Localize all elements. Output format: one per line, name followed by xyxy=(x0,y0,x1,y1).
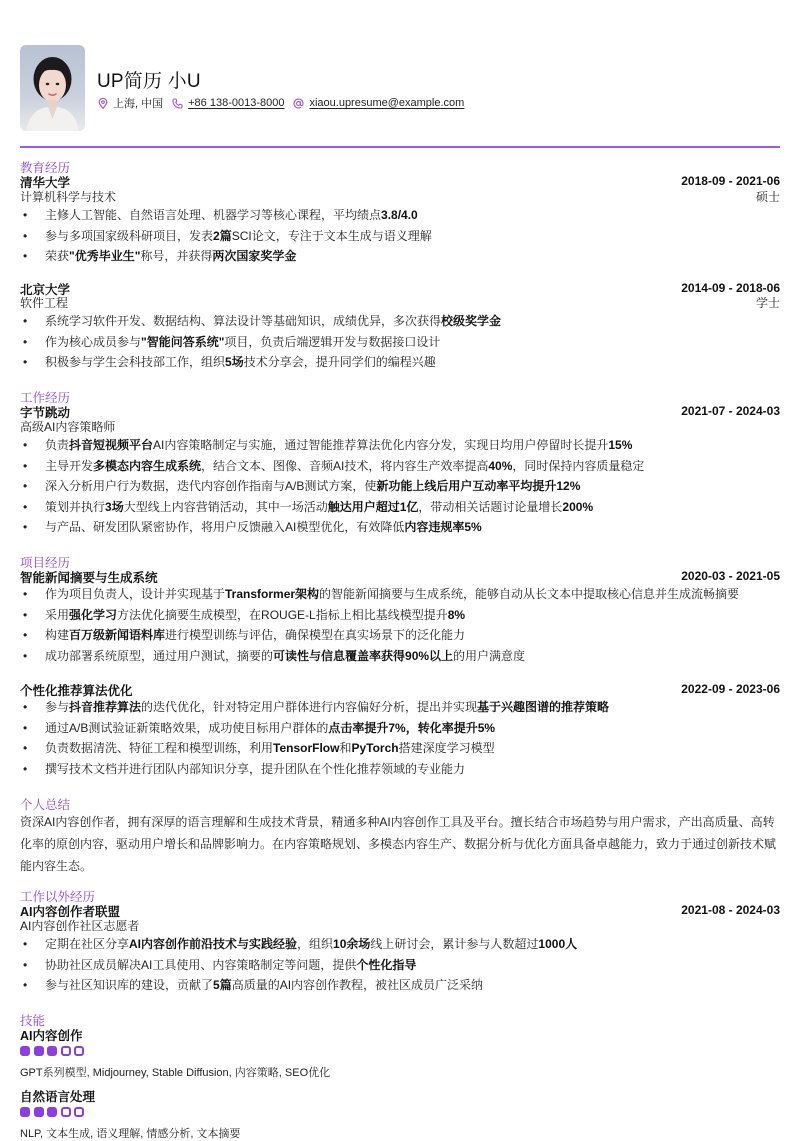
bullet-text: 撰写技术文档并进行团队内部知识分享，提升团队在个性化推荐领域的专业能力 xyxy=(45,761,466,776)
bullet-highlight: 校级奖学金 xyxy=(441,314,502,328)
rating-dot-filled-icon xyxy=(34,1046,44,1056)
extracurricular-org: AI内容创作者联盟 xyxy=(20,905,121,919)
bullet-highlight: 强化学习 xyxy=(69,607,118,622)
contact-phone[interactable] xyxy=(172,97,284,109)
rating-dot-filled-icon xyxy=(34,1107,44,1117)
education-bullets xyxy=(20,205,780,267)
bullet-text: 的用户满意度 xyxy=(453,648,526,663)
bullet-item xyxy=(20,718,780,739)
bullet-highlight: TensorFlow xyxy=(273,741,340,755)
project-bullets xyxy=(20,697,780,779)
bullet-text: 作为项目负责人，设计并实现基于 xyxy=(45,587,226,601)
bullet-highlight: 2篇 xyxy=(213,228,232,243)
bullet-item xyxy=(20,435,780,456)
bullet-highlight: 8% xyxy=(447,607,466,622)
project-name: 个性化推荐算法优化 xyxy=(20,684,133,698)
bullet-highlight: 抖音短视频平台 xyxy=(69,438,154,452)
bullet-text: 项目，负责后端逻辑开发与数据接口设计 xyxy=(224,334,441,349)
education-degree: 硕士 xyxy=(755,190,780,204)
skill-name: AI内容创作 xyxy=(20,1029,83,1043)
rating-dot-empty-icon xyxy=(74,1046,84,1056)
section-title-work: 工作经历 xyxy=(20,391,71,405)
section-title-extracurricular: 工作以外经历 xyxy=(20,890,96,904)
bullet-item xyxy=(20,584,780,605)
bullet-text: 通过A/B测试验证新策略效果，成功使目标用户群体的 xyxy=(45,720,329,735)
bullet-item xyxy=(20,517,780,538)
skill-name: 自然语言处理 xyxy=(20,1090,96,1104)
candidate-name: UP简历 小U xyxy=(97,71,201,92)
rating-dot-filled-icon xyxy=(20,1107,30,1117)
bullet-item xyxy=(20,311,780,332)
bullet-text: 负责 xyxy=(45,438,70,452)
skill-keywords: GPT系列模型, Midjourney, Stable Diffusion, 内容策略, SEO优化 xyxy=(20,1067,331,1079)
bullet-highlight: 5篇 xyxy=(213,978,232,992)
section-title-education: 教育经历 xyxy=(20,161,71,175)
bullet-highlight: 多模态内容生成系统 xyxy=(93,458,202,473)
contact-bar xyxy=(98,95,473,111)
contact-location xyxy=(98,95,163,111)
education-date: 2014-09 - 2018-06 xyxy=(681,281,780,295)
resume-header xyxy=(20,45,780,132)
bullet-highlight: AI内容创作前沿技术与实践经验 xyxy=(129,937,298,951)
rating-dot-empty-icon xyxy=(74,1107,84,1117)
bullet-item xyxy=(20,934,780,955)
bullet-highlight: 1000人 xyxy=(538,937,578,951)
bullet-highlight: "智能问答系统" xyxy=(141,334,225,349)
bullet-text: 的智能新闻摘要与生成系统，能够自动从长文本中提取核心信息并生成流畅摘要 xyxy=(319,587,740,601)
bullet-item xyxy=(20,352,780,373)
skill-level-rating xyxy=(20,1107,88,1117)
bullet-text: 参与社区知识库的建设，贡献了 xyxy=(45,978,214,992)
project-date: 2022-09 - 2023-06 xyxy=(681,682,780,696)
bullet-text: 负责数据清洗、特征工程和模型训练，利用 xyxy=(45,741,274,755)
bullet-item xyxy=(20,697,780,718)
bullet-highlight: 点击率提升7%，转化率提升5% xyxy=(328,720,496,735)
skill-level-rating xyxy=(20,1046,88,1056)
bullet-text: 和 xyxy=(339,741,352,755)
skill-keywords: NLP, 文本生成, 语义理解, 情感分析, 文本摘要 xyxy=(20,1128,241,1140)
bullet-text: 协助社区成员解决AI工具使用、内容策略制定等问题，提供 xyxy=(45,957,357,972)
extracurricular-date: 2021-08 - 2024-03 xyxy=(681,903,780,917)
bullet-highlight: 两次国家奖学金 xyxy=(212,249,297,263)
contact-email[interactable] xyxy=(293,97,464,109)
project-bullets xyxy=(20,584,780,666)
bullet-text: 进行模型训练与评估，确保模型在真实场景下的泛化能力 xyxy=(165,628,466,642)
education-major: 计算机科学与技术 xyxy=(20,190,117,204)
bullet-text: 搭建深度学习模型 xyxy=(398,741,495,755)
bullet-text: 作为核心成员参与 xyxy=(45,334,142,349)
bullet-text: ，组织 xyxy=(297,937,334,951)
rating-dot-filled-icon xyxy=(47,1107,57,1117)
project-name: 智能新闻摘要与生成系统 xyxy=(20,571,158,585)
bullet-highlight: Transformer架构 xyxy=(225,587,320,601)
bullet-highlight: 3.8/4.0 xyxy=(381,208,418,222)
bullet-item xyxy=(20,332,780,353)
bullet-highlight: 3场 xyxy=(105,499,124,514)
bullet-item xyxy=(20,246,780,267)
bullet-item xyxy=(20,497,780,518)
bullet-item xyxy=(20,605,780,626)
section-title-projects: 项目经历 xyxy=(20,556,71,570)
bullet-text: 参与 xyxy=(45,700,70,714)
education-school: 北京大学 xyxy=(20,283,71,297)
rating-dot-empty-icon xyxy=(61,1107,71,1117)
bullet-text: 深入分析用户行为数据，迭代内容创作指南与A/B测试方案，使 xyxy=(45,479,377,493)
section-title-skills: 技能 xyxy=(20,1014,46,1028)
project-date: 2020-03 - 2021-05 xyxy=(681,569,780,583)
education-date: 2018-09 - 2021-06 xyxy=(681,174,780,188)
summary-text: 资深AI内容创作者，拥有深厚的语言理解和生成技术背景，精通多种AI内容创作工具及平台。擅长结合市场趋势与用户需求，产出高质量、高转化率的原创内容，驱动用户增长和品牌影响力。在内容策略规划、多模态内容生产、数据分析与优化方面具备卓越能力，致力于通过创新技术赋能内容生态。 xyxy=(20,815,777,873)
bullet-text: 线上研讨会，累计参与人数超过 xyxy=(370,937,539,951)
education-school: 清华大学 xyxy=(20,176,71,190)
bullet-highlight: "优秀毕业生" xyxy=(69,249,141,263)
location-text: 上海, 中国 xyxy=(113,98,164,110)
bullet-highlight: 15% xyxy=(608,438,633,452)
extracurricular-bullets xyxy=(20,934,780,996)
rating-dot-filled-icon xyxy=(47,1046,57,1056)
bullet-text: 主导开发 xyxy=(45,458,94,473)
header-divider xyxy=(20,146,780,148)
bullet-highlight: 40% xyxy=(488,458,513,473)
map-pin-icon xyxy=(98,98,108,109)
phone-icon xyxy=(172,98,183,109)
bullet-text: ，带动相关话题讨论量增长 xyxy=(418,499,563,514)
bullet-text: AI内容策略制定与实施，通过智能推荐算法优化内容分发，实现日均用户停留时长提升 xyxy=(153,438,609,452)
bullet-text: ，结合文本、图像、音频AI技术，将内容生产效率提高 xyxy=(201,458,489,473)
bullet-item xyxy=(20,476,780,497)
bullet-text: 积极参与学生会科技部工作，组织 xyxy=(45,355,226,369)
work-role: 高级AI内容策略师 xyxy=(20,420,116,434)
bullet-item xyxy=(20,205,780,226)
bullet-text: ，同时保持内容质量稳定 xyxy=(512,458,645,473)
profile-photo xyxy=(20,45,85,131)
rating-dot-empty-icon xyxy=(61,1046,71,1056)
bullet-text: 荣获 xyxy=(45,249,70,263)
bullet-text: 定期在社区分享 xyxy=(45,937,130,951)
phone-link[interactable]: +86 138-0013-8000 xyxy=(188,97,285,109)
bullet-item xyxy=(20,955,780,976)
bullet-text: 采用 xyxy=(45,607,70,622)
work-bullets xyxy=(20,435,780,538)
bullet-item xyxy=(20,759,780,780)
bullet-text: 系统学习软件开发、数据结构、算法设计等基础知识，成绩优异，多次获得 xyxy=(45,314,442,328)
bullet-text: 成功部署系统原型，通过用户测试，摘要的 xyxy=(45,648,274,663)
bullet-highlight: 5场 xyxy=(225,355,244,369)
bullet-text: 高质量的AI内容创作教程，被社区成员广泛采纳 xyxy=(231,978,484,992)
bullet-highlight: 新功能上线后用户互动率平均提升12% xyxy=(376,479,581,493)
work-company: 字节跳动 xyxy=(20,406,71,420)
bullet-item xyxy=(20,738,780,759)
bullet-highlight: 200% xyxy=(562,499,594,514)
bullet-highlight: 内容违规率5% xyxy=(404,520,482,534)
bullet-highlight: 基于兴趣图谱的推荐策略 xyxy=(477,700,610,714)
bullet-item xyxy=(20,975,780,996)
bullet-text: 策划并执行 xyxy=(45,499,106,514)
extracurricular-role: AI内容创作社区志愿者 xyxy=(20,919,140,933)
bullet-text: 技术分享会，提升同学们的编程兴趣 xyxy=(243,355,436,369)
bullet-highlight: 10余场 xyxy=(333,937,371,951)
bullet-highlight: 触达用户超过1亿 xyxy=(327,499,419,514)
bullet-highlight: 个性化指导 xyxy=(356,957,417,972)
email-link[interactable]: xiaou.upresume@example.com xyxy=(309,97,465,109)
bullet-item xyxy=(20,456,780,477)
bullet-highlight: 抖音推荐算法 xyxy=(69,700,142,714)
bullet-text: 方法优化摘要生成模型，在ROUGE-L指标上相比基线模型提升 xyxy=(117,607,448,622)
bullet-text: 主修人工智能、自然语言处理、机器学习等核心课程，平均绩点 xyxy=(45,208,382,222)
work-date: 2021-07 - 2024-03 xyxy=(681,404,780,418)
bullet-item xyxy=(20,226,780,247)
bullet-text: 构建 xyxy=(45,628,70,642)
bullet-text: 称号，并获得 xyxy=(140,249,213,263)
bullet-text: 大型线上内容营销活动，其中一场活动 xyxy=(123,499,328,514)
bullet-text: SCI论文，专注于文本生成与语义理解 xyxy=(231,228,432,243)
section-title-summary: 个人总结 xyxy=(20,798,71,812)
bullet-text: 参与多项国家级科研项目，发表 xyxy=(45,228,214,243)
bullet-item xyxy=(20,625,780,646)
education-major: 软件工程 xyxy=(20,296,69,310)
bullet-highlight: 可读性与信息覆盖率获得90%以上 xyxy=(273,648,454,663)
education-degree: 学士 xyxy=(755,296,780,310)
bullet-highlight: PyTorch xyxy=(351,741,399,755)
rating-dot-filled-icon xyxy=(20,1046,30,1056)
at-sign-icon xyxy=(293,98,304,109)
bullet-text: 与产品、研发团队紧密协作，将用户反馈融入AI模型优化，有效降低 xyxy=(45,520,405,534)
bullet-highlight: 百万级新闻语料库 xyxy=(69,628,166,642)
bullet-item xyxy=(20,646,780,667)
bullet-text: 的迭代优化，针对特定用户群体进行内容偏好分析，提出并实现 xyxy=(141,700,478,714)
education-bullets xyxy=(20,311,780,373)
